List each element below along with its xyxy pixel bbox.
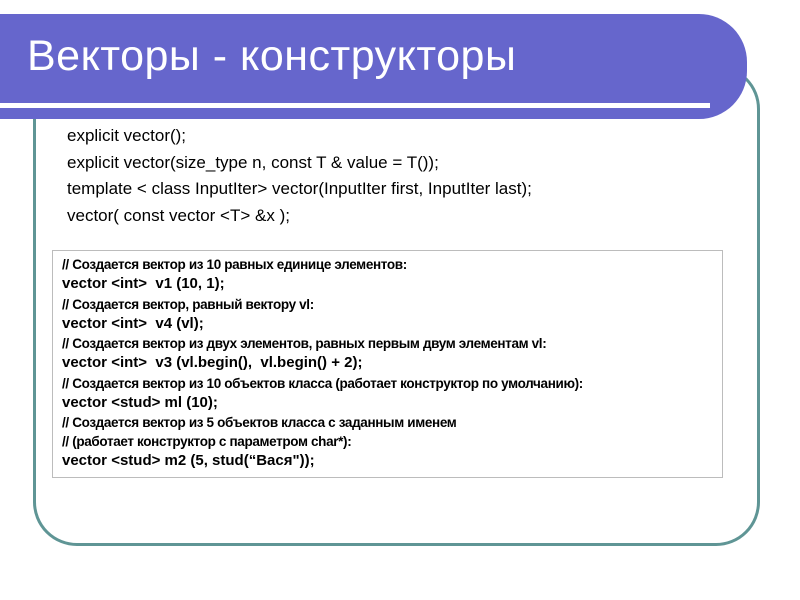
code-statement-line: vector <stud> ml (10);	[62, 393, 218, 411]
signature-line: explicit vector();	[67, 126, 187, 145]
code-comment-line: // Создается вектор, равный вектору vl:	[62, 296, 314, 312]
code-comment-line: // Создается вектор из 5 объектов класса с заданным именем	[62, 415, 457, 430]
code-comment-line: // Создается вектор из двух элементов, равных первым двум элементам vl:	[62, 336, 547, 351]
signature-line: template < class InputIter> vector(InputIter first, InputIter last);	[67, 179, 532, 198]
signature-line: explicit vector(size_type n, const T & value = T());	[67, 152, 439, 172]
code-statement-line: vector <int> v1 (10, 1);	[62, 275, 225, 292]
code-comment-line: // Создается вектор из 10 объектов класса (работает конструктор по умолчанию):	[62, 375, 583, 391]
title-underline	[0, 103, 710, 108]
code-comment-line: // Создается вектор из 10 равных единице элементов:	[62, 257, 407, 272]
code-example-box	[52, 250, 723, 478]
code-statement-line: vector <int> v4 (vl);	[62, 314, 204, 332]
code-statement-line: vector <stud> m2 (5, stud(“Вася"));	[62, 452, 315, 469]
slide-title: Векторы - конструкторы	[27, 32, 517, 80]
code-statement-line: vector <int> v3 (vl.begin(), vl.begin() + 2);	[62, 354, 363, 371]
signature-line: vector( const vector <T> &x );	[67, 205, 290, 225]
code-comment-line: // (работает конструктор с параметром char*):	[62, 434, 352, 449]
constructor-signatures	[67, 123, 532, 229]
